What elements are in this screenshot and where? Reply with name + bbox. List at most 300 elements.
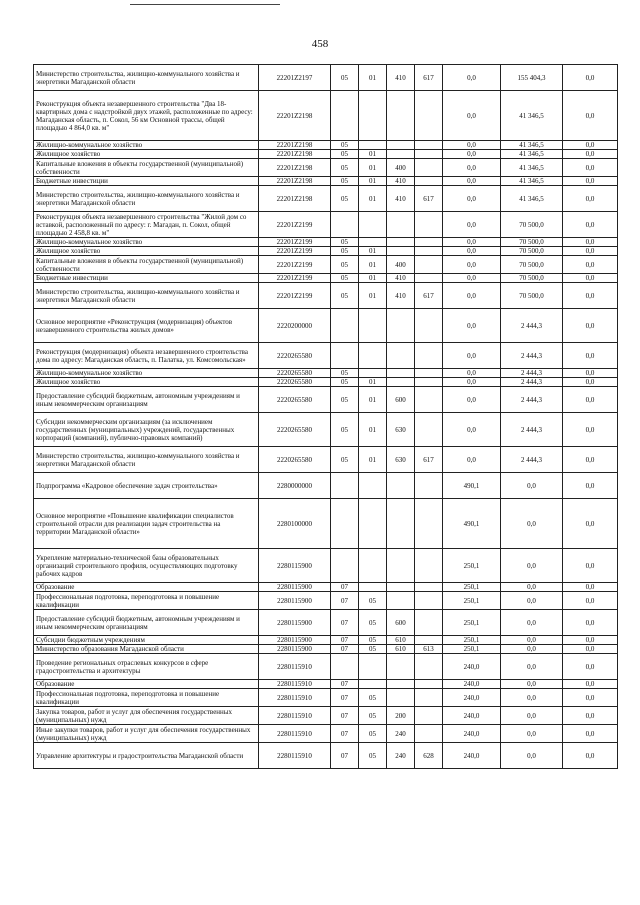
row-code-cell: 22201Z2198 — [259, 91, 331, 141]
table-row — [34, 186, 618, 212]
row-name-cell: Жилищно-коммунальное хозяйство — [34, 238, 259, 247]
row-subsection-cell: 01 — [359, 150, 387, 159]
row-section-cell: 05 — [331, 141, 359, 150]
row-amount-2-cell: 2 444,3 — [501, 378, 563, 387]
row-code-cell: 2220265580 — [259, 343, 331, 369]
row-section-cell: 07 — [331, 725, 359, 743]
row-section-cell: 05 — [331, 65, 359, 91]
row-expense-type-cell: 600 — [387, 610, 415, 636]
row-section-cell: 05 — [331, 283, 359, 309]
row-amount-3-cell: 0,0 — [563, 743, 618, 769]
row-ministry-code-cell: 628 — [415, 743, 443, 769]
row-code-cell: 22201Z2198 — [259, 150, 331, 159]
row-section-cell: 07 — [331, 645, 359, 654]
row-amount-3-cell: 0,0 — [563, 447, 618, 473]
table-row — [34, 177, 618, 186]
row-amount-1-cell: 0,0 — [443, 141, 501, 150]
row-amount-1-cell: 0,0 — [443, 150, 501, 159]
row-ministry-code-cell — [415, 387, 443, 413]
table-row — [34, 689, 618, 707]
row-amount-1-cell: 240,0 — [443, 725, 501, 743]
row-subsection-cell: 01 — [359, 177, 387, 186]
row-name-cell: Министерство строительства, жилищно-коммунального хозяйства и энергетики Магаданской области — [34, 186, 259, 212]
table-row — [34, 707, 618, 725]
table-row — [34, 247, 618, 256]
row-amount-1-cell: 0,0 — [443, 177, 501, 186]
row-section-cell: 07 — [331, 636, 359, 645]
row-name-cell: Управление архитектуры и градостроительства Магаданской области — [34, 743, 259, 769]
row-amount-1-cell: 0,0 — [443, 447, 501, 473]
row-code-cell: 2220265580 — [259, 369, 331, 378]
row-section-cell — [331, 499, 359, 549]
row-section-cell: 05 — [331, 369, 359, 378]
row-code-cell: 22201Z2199 — [259, 256, 331, 274]
row-amount-1-cell: 250,1 — [443, 549, 501, 583]
row-section-cell: 05 — [331, 256, 359, 274]
row-subsection-cell: 05 — [359, 725, 387, 743]
row-ministry-code-cell — [415, 654, 443, 680]
row-code-cell: 22201Z2198 — [259, 159, 331, 177]
row-amount-1-cell: 0,0 — [443, 65, 501, 91]
row-amount-2-cell: 0,0 — [501, 680, 563, 689]
row-ministry-code-cell — [415, 473, 443, 499]
row-amount-2-cell: 0,0 — [501, 583, 563, 592]
table-row — [34, 159, 618, 177]
row-amount-2-cell: 0,0 — [501, 707, 563, 725]
row-subsection-cell — [359, 499, 387, 549]
row-amount-1-cell: 0,0 — [443, 186, 501, 212]
row-code-cell: 2280115900 — [259, 549, 331, 583]
row-code-cell: 2280115900 — [259, 610, 331, 636]
row-ministry-code-cell: 617 — [415, 65, 443, 91]
row-ministry-code-cell — [415, 150, 443, 159]
row-code-cell: 2280000000 — [259, 473, 331, 499]
row-amount-1-cell: 0,0 — [443, 238, 501, 247]
row-name-cell: Жилищное хозяйство — [34, 150, 259, 159]
row-expense-type-cell — [387, 583, 415, 592]
row-name-cell: Образование — [34, 680, 259, 689]
row-name-cell: Капитальные вложения в объекты государственной (муниципальной) собственности — [34, 256, 259, 274]
row-section-cell — [331, 343, 359, 369]
row-expense-type-cell: 630 — [387, 447, 415, 473]
row-amount-3-cell: 0,0 — [563, 186, 618, 212]
row-amount-1-cell: 490,1 — [443, 473, 501, 499]
row-name-cell: Реконструкция объекта незавершенного строительства "Два 18-квартирных дома с надстройкой двух этажей, расположенные по адресу: Магаданская область, п. Сокол, 56 км Основной трассы, общей площадью 4 864,0 кв. м" — [34, 91, 259, 141]
table-row — [34, 378, 618, 387]
row-amount-2-cell: 0,0 — [501, 473, 563, 499]
table-row — [34, 238, 618, 247]
row-amount-2-cell: 0,0 — [501, 592, 563, 610]
row-code-cell: 22201Z2197 — [259, 65, 331, 91]
row-amount-3-cell: 0,0 — [563, 247, 618, 256]
table-row — [34, 592, 618, 610]
row-section-cell: 05 — [331, 186, 359, 212]
row-expense-type-cell: 410 — [387, 283, 415, 309]
row-amount-2-cell: 41 346,5 — [501, 141, 563, 150]
row-code-cell: 2220265580 — [259, 387, 331, 413]
row-expense-type-cell — [387, 499, 415, 549]
table-row — [34, 413, 618, 447]
row-amount-2-cell: 0,0 — [501, 549, 563, 583]
row-expense-type-cell — [387, 592, 415, 610]
row-ministry-code-cell — [415, 309, 443, 343]
row-expense-type-cell: 410 — [387, 65, 415, 91]
row-name-cell: Субсидии некоммерческим организациям (за исключением государственных (муниципальных) учреждений, государственных корпораций (компаний), публично-правовых компаний) — [34, 413, 259, 447]
row-ministry-code-cell — [415, 583, 443, 592]
table-row — [34, 212, 618, 238]
row-subsection-cell: 01 — [359, 283, 387, 309]
row-subsection-cell — [359, 141, 387, 150]
row-amount-1-cell: 250,1 — [443, 636, 501, 645]
table-row — [34, 65, 618, 91]
row-expense-type-cell — [387, 247, 415, 256]
row-subsection-cell — [359, 212, 387, 238]
row-name-cell: Профессиональная подготовка, переподготовка и повышение квалификации — [34, 689, 259, 707]
table-row — [34, 473, 618, 499]
row-name-cell: Проведение региональных отраслевых конкурсов в сфере градостроительства и архитектуры — [34, 654, 259, 680]
row-subsection-cell — [359, 583, 387, 592]
row-amount-3-cell: 0,0 — [563, 91, 618, 141]
row-amount-2-cell: 2 444,3 — [501, 447, 563, 473]
row-section-cell: 05 — [331, 238, 359, 247]
row-amount-1-cell: 0,0 — [443, 413, 501, 447]
row-ministry-code-cell — [415, 274, 443, 283]
table-row — [34, 387, 618, 413]
table-row — [34, 256, 618, 274]
row-amount-2-cell: 41 346,5 — [501, 177, 563, 186]
row-amount-3-cell: 0,0 — [563, 583, 618, 592]
row-code-cell: 2220265580 — [259, 447, 331, 473]
row-code-cell: 2280115910 — [259, 725, 331, 743]
row-amount-1-cell: 0,0 — [443, 309, 501, 343]
row-name-cell: Капитальные вложения в объекты государственной (муниципальной) собственности — [34, 159, 259, 177]
table-row — [34, 743, 618, 769]
row-amount-2-cell: 0,0 — [501, 743, 563, 769]
row-amount-3-cell: 0,0 — [563, 212, 618, 238]
row-amount-2-cell: 2 444,3 — [501, 343, 563, 369]
table-row — [34, 369, 618, 378]
row-ministry-code-cell — [415, 369, 443, 378]
row-subsection-cell — [359, 369, 387, 378]
table-row — [34, 636, 618, 645]
row-ministry-code-cell: 617 — [415, 447, 443, 473]
row-section-cell: 05 — [331, 274, 359, 283]
row-code-cell: 2220200000 — [259, 309, 331, 343]
row-amount-3-cell: 0,0 — [563, 725, 618, 743]
row-amount-3-cell: 0,0 — [563, 610, 618, 636]
table-row — [34, 141, 618, 150]
row-name-cell: Реконструкция (модернизация) объекта незавершенного строительства дома по адресу: Магаданская область, п. Палатка, ул. Комсомольская» — [34, 343, 259, 369]
row-amount-1-cell: 250,1 — [443, 610, 501, 636]
row-amount-3-cell: 0,0 — [563, 387, 618, 413]
table-row — [34, 610, 618, 636]
row-subsection-cell — [359, 549, 387, 583]
row-code-cell: 2280115910 — [259, 743, 331, 769]
row-ministry-code-cell — [415, 636, 443, 645]
row-amount-1-cell: 0,0 — [443, 283, 501, 309]
row-subsection-cell — [359, 654, 387, 680]
row-section-cell — [331, 549, 359, 583]
row-amount-2-cell: 70 500,0 — [501, 247, 563, 256]
row-section-cell — [331, 91, 359, 141]
row-ministry-code-cell — [415, 413, 443, 447]
row-expense-type-cell — [387, 309, 415, 343]
row-amount-2-cell: 41 346,5 — [501, 91, 563, 141]
row-section-cell — [331, 212, 359, 238]
row-code-cell: 22201Z2199 — [259, 247, 331, 256]
row-ministry-code-cell — [415, 256, 443, 274]
row-amount-3-cell: 0,0 — [563, 378, 618, 387]
row-amount-1-cell: 0,0 — [443, 247, 501, 256]
row-code-cell: 22201Z2198 — [259, 186, 331, 212]
row-code-cell: 2220265580 — [259, 378, 331, 387]
row-amount-1-cell: 240,0 — [443, 743, 501, 769]
row-expense-type-cell: 400 — [387, 159, 415, 177]
row-ministry-code-cell — [415, 212, 443, 238]
row-amount-1-cell: 0,0 — [443, 387, 501, 413]
row-amount-3-cell: 0,0 — [563, 65, 618, 91]
row-amount-3-cell: 0,0 — [563, 256, 618, 274]
row-name-cell: Закупка товаров, работ и услуг для обеспечения государственных (муниципальных) нужд — [34, 707, 259, 725]
table-row — [34, 654, 618, 680]
row-name-cell: Субсидии бюджетным учреждениям — [34, 636, 259, 645]
row-ministry-code-cell — [415, 91, 443, 141]
row-amount-1-cell: 490,1 — [443, 499, 501, 549]
row-subsection-cell: 01 — [359, 65, 387, 91]
row-subsection-cell: 01 — [359, 256, 387, 274]
table-row — [34, 725, 618, 743]
row-expense-type-cell — [387, 369, 415, 378]
row-code-cell: 22201Z2199 — [259, 283, 331, 309]
row-expense-type-cell: 600 — [387, 387, 415, 413]
row-amount-1-cell: 240,0 — [443, 689, 501, 707]
row-amount-2-cell: 0,0 — [501, 654, 563, 680]
row-section-cell: 07 — [331, 707, 359, 725]
table-row — [34, 583, 618, 592]
row-subsection-cell — [359, 680, 387, 689]
row-subsection-cell: 05 — [359, 592, 387, 610]
row-ministry-code-cell: 617 — [415, 283, 443, 309]
row-amount-3-cell: 0,0 — [563, 238, 618, 247]
budget-table — [33, 64, 618, 769]
row-ministry-code-cell — [415, 610, 443, 636]
row-expense-type-cell — [387, 238, 415, 247]
row-subsection-cell: 01 — [359, 247, 387, 256]
row-expense-type-cell: 410 — [387, 186, 415, 212]
row-ministry-code-cell — [415, 238, 443, 247]
row-amount-1-cell: 0,0 — [443, 274, 501, 283]
row-section-cell: 07 — [331, 583, 359, 592]
row-ministry-code-cell — [415, 141, 443, 150]
row-amount-3-cell: 0,0 — [563, 369, 618, 378]
row-section-cell: 07 — [331, 689, 359, 707]
row-code-cell: 2280115910 — [259, 654, 331, 680]
row-subsection-cell: 05 — [359, 743, 387, 769]
row-expense-type-cell: 610 — [387, 645, 415, 654]
row-amount-3-cell: 0,0 — [563, 680, 618, 689]
row-code-cell: 22201Z2199 — [259, 274, 331, 283]
row-amount-1-cell: 250,1 — [443, 583, 501, 592]
row-name-cell: Предоставление субсидий бюджетным, автономным учреждениям и иным некоммерческим организациям — [34, 387, 259, 413]
table-body — [34, 65, 618, 769]
row-amount-2-cell: 70 500,0 — [501, 238, 563, 247]
row-amount-2-cell: 41 346,5 — [501, 186, 563, 212]
row-subsection-cell: 01 — [359, 378, 387, 387]
row-ministry-code-cell — [415, 592, 443, 610]
row-amount-1-cell: 240,0 — [443, 707, 501, 725]
row-name-cell: Министерство строительства, жилищно-коммунального хозяйства и энергетики Магаданской области — [34, 65, 259, 91]
row-amount-3-cell: 0,0 — [563, 473, 618, 499]
row-section-cell: 07 — [331, 592, 359, 610]
row-expense-type-cell: 240 — [387, 743, 415, 769]
row-expense-type-cell — [387, 91, 415, 141]
row-section-cell: 05 — [331, 447, 359, 473]
row-subsection-cell: 05 — [359, 645, 387, 654]
row-code-cell: 22201Z2198 — [259, 141, 331, 150]
row-ministry-code-cell — [415, 499, 443, 549]
row-name-cell: Бюджетные инвестиции — [34, 274, 259, 283]
row-amount-1-cell: 0,0 — [443, 369, 501, 378]
table-row — [34, 680, 618, 689]
row-subsection-cell — [359, 91, 387, 141]
row-amount-3-cell: 0,0 — [563, 309, 618, 343]
row-subsection-cell — [359, 473, 387, 499]
row-code-cell: 2280115910 — [259, 707, 331, 725]
row-code-cell: 22201Z2198 — [259, 177, 331, 186]
row-amount-2-cell: 41 346,5 — [501, 150, 563, 159]
table-row — [34, 309, 618, 343]
row-code-cell: 2280100000 — [259, 499, 331, 549]
table-row — [34, 283, 618, 309]
row-section-cell: 07 — [331, 743, 359, 769]
row-name-cell: Укрепление материально-технической базы образовательных организаций строительного профиля, осуществляющих подготовку рабочих кадров — [34, 549, 259, 583]
row-amount-1-cell: 250,1 — [443, 645, 501, 654]
row-subsection-cell: 01 — [359, 159, 387, 177]
row-amount-2-cell: 0,0 — [501, 725, 563, 743]
table-row — [34, 274, 618, 283]
row-expense-type-cell — [387, 212, 415, 238]
row-amount-2-cell: 155 404,3 — [501, 65, 563, 91]
row-expense-type-cell — [387, 473, 415, 499]
row-expense-type-cell — [387, 654, 415, 680]
row-name-cell: Министерство образования Магаданской области — [34, 645, 259, 654]
row-ministry-code-cell — [415, 343, 443, 369]
row-amount-3-cell: 0,0 — [563, 636, 618, 645]
row-ministry-code-cell: 613 — [415, 645, 443, 654]
row-name-cell: Реконструкция объекта незавершенного строительства "Жилой дом со вставкой, расположенный по адресу: г. Магадан, п. Сокол, общей площадью 2 458,8 кв. м" — [34, 212, 259, 238]
row-section-cell: 05 — [331, 159, 359, 177]
row-subsection-cell — [359, 238, 387, 247]
row-section-cell — [331, 473, 359, 499]
table-row — [34, 645, 618, 654]
row-amount-2-cell: 2 444,3 — [501, 369, 563, 378]
row-ministry-code-cell — [415, 177, 443, 186]
row-amount-3-cell: 0,0 — [563, 343, 618, 369]
row-expense-type-cell — [387, 141, 415, 150]
row-subsection-cell: 01 — [359, 186, 387, 212]
row-amount-1-cell: 0,0 — [443, 378, 501, 387]
row-amount-1-cell: 0,0 — [443, 343, 501, 369]
row-subsection-cell — [359, 343, 387, 369]
row-amount-3-cell: 0,0 — [563, 645, 618, 654]
row-amount-3-cell: 0,0 — [563, 707, 618, 725]
row-expense-type-cell — [387, 150, 415, 159]
row-name-cell: Жилищно-коммунальное хозяйство — [34, 369, 259, 378]
row-name-cell: Основное мероприятие «Повышение квалификации специалистов строительной отрасли для реализации задач строительства на территории Магаданской области» — [34, 499, 259, 549]
row-amount-2-cell: 2 444,3 — [501, 309, 563, 343]
row-expense-type-cell: 410 — [387, 177, 415, 186]
row-name-cell: Жилищное хозяйство — [34, 378, 259, 387]
row-code-cell: 2220265580 — [259, 413, 331, 447]
row-amount-2-cell: 2 444,3 — [501, 387, 563, 413]
row-subsection-cell: 01 — [359, 413, 387, 447]
row-expense-type-cell — [387, 549, 415, 583]
row-ministry-code-cell — [415, 549, 443, 583]
row-amount-2-cell: 0,0 — [501, 499, 563, 549]
row-amount-3-cell: 0,0 — [563, 159, 618, 177]
row-amount-3-cell: 0,0 — [563, 499, 618, 549]
row-code-cell: 22201Z2199 — [259, 212, 331, 238]
row-subsection-cell: 05 — [359, 610, 387, 636]
row-code-cell: 2280115910 — [259, 689, 331, 707]
row-subsection-cell — [359, 309, 387, 343]
row-amount-1-cell: 240,0 — [443, 680, 501, 689]
row-expense-type-cell: 610 — [387, 636, 415, 645]
row-amount-3-cell: 0,0 — [563, 654, 618, 680]
row-name-cell: Жилищно-коммунальное хозяйство — [34, 141, 259, 150]
row-amount-3-cell: 0,0 — [563, 592, 618, 610]
row-section-cell — [331, 309, 359, 343]
page-number: 458 — [311, 38, 329, 50]
row-name-cell: Основное мероприятие «Реконструкция (модернизация) объектов незавершенного строительства жилых домов» — [34, 309, 259, 343]
row-code-cell: 2280115900 — [259, 645, 331, 654]
row-amount-3-cell: 0,0 — [563, 413, 618, 447]
row-name-cell: Профессиональная подготовка, переподготовка и повышение квалификации — [34, 592, 259, 610]
row-amount-3-cell: 0,0 — [563, 177, 618, 186]
row-amount-2-cell: 0,0 — [501, 610, 563, 636]
row-amount-3-cell: 0,0 — [563, 549, 618, 583]
row-amount-2-cell: 70 500,0 — [501, 212, 563, 238]
row-name-cell: Образование — [34, 583, 259, 592]
row-amount-3-cell: 0,0 — [563, 689, 618, 707]
row-section-cell: 07 — [331, 680, 359, 689]
row-amount-1-cell: 240,0 — [443, 654, 501, 680]
row-amount-2-cell: 0,0 — [501, 689, 563, 707]
row-ministry-code-cell — [415, 680, 443, 689]
row-code-cell: 2280115910 — [259, 680, 331, 689]
row-expense-type-cell: 400 — [387, 256, 415, 274]
row-amount-2-cell: 70 500,0 — [501, 274, 563, 283]
row-amount-1-cell: 0,0 — [443, 159, 501, 177]
row-amount-3-cell: 0,0 — [563, 274, 618, 283]
row-expense-type-cell: 630 — [387, 413, 415, 447]
row-subsection-cell: 05 — [359, 636, 387, 645]
row-name-cell: Министерство строительства, жилищно-коммунального хозяйства и энергетики Магаданской области — [34, 283, 259, 309]
row-ministry-code-cell — [415, 707, 443, 725]
row-amount-2-cell: 70 500,0 — [501, 256, 563, 274]
row-code-cell: 2280115900 — [259, 636, 331, 645]
row-amount-1-cell: 0,0 — [443, 256, 501, 274]
row-expense-type-cell — [387, 680, 415, 689]
row-section-cell — [331, 654, 359, 680]
row-amount-2-cell: 0,0 — [501, 636, 563, 645]
row-section-cell: 05 — [331, 413, 359, 447]
row-name-cell: Жилищное хозяйство — [34, 247, 259, 256]
row-section-cell: 05 — [331, 387, 359, 413]
row-amount-2-cell: 70 500,0 — [501, 283, 563, 309]
row-code-cell: 2280115900 — [259, 592, 331, 610]
row-amount-1-cell: 250,1 — [443, 592, 501, 610]
